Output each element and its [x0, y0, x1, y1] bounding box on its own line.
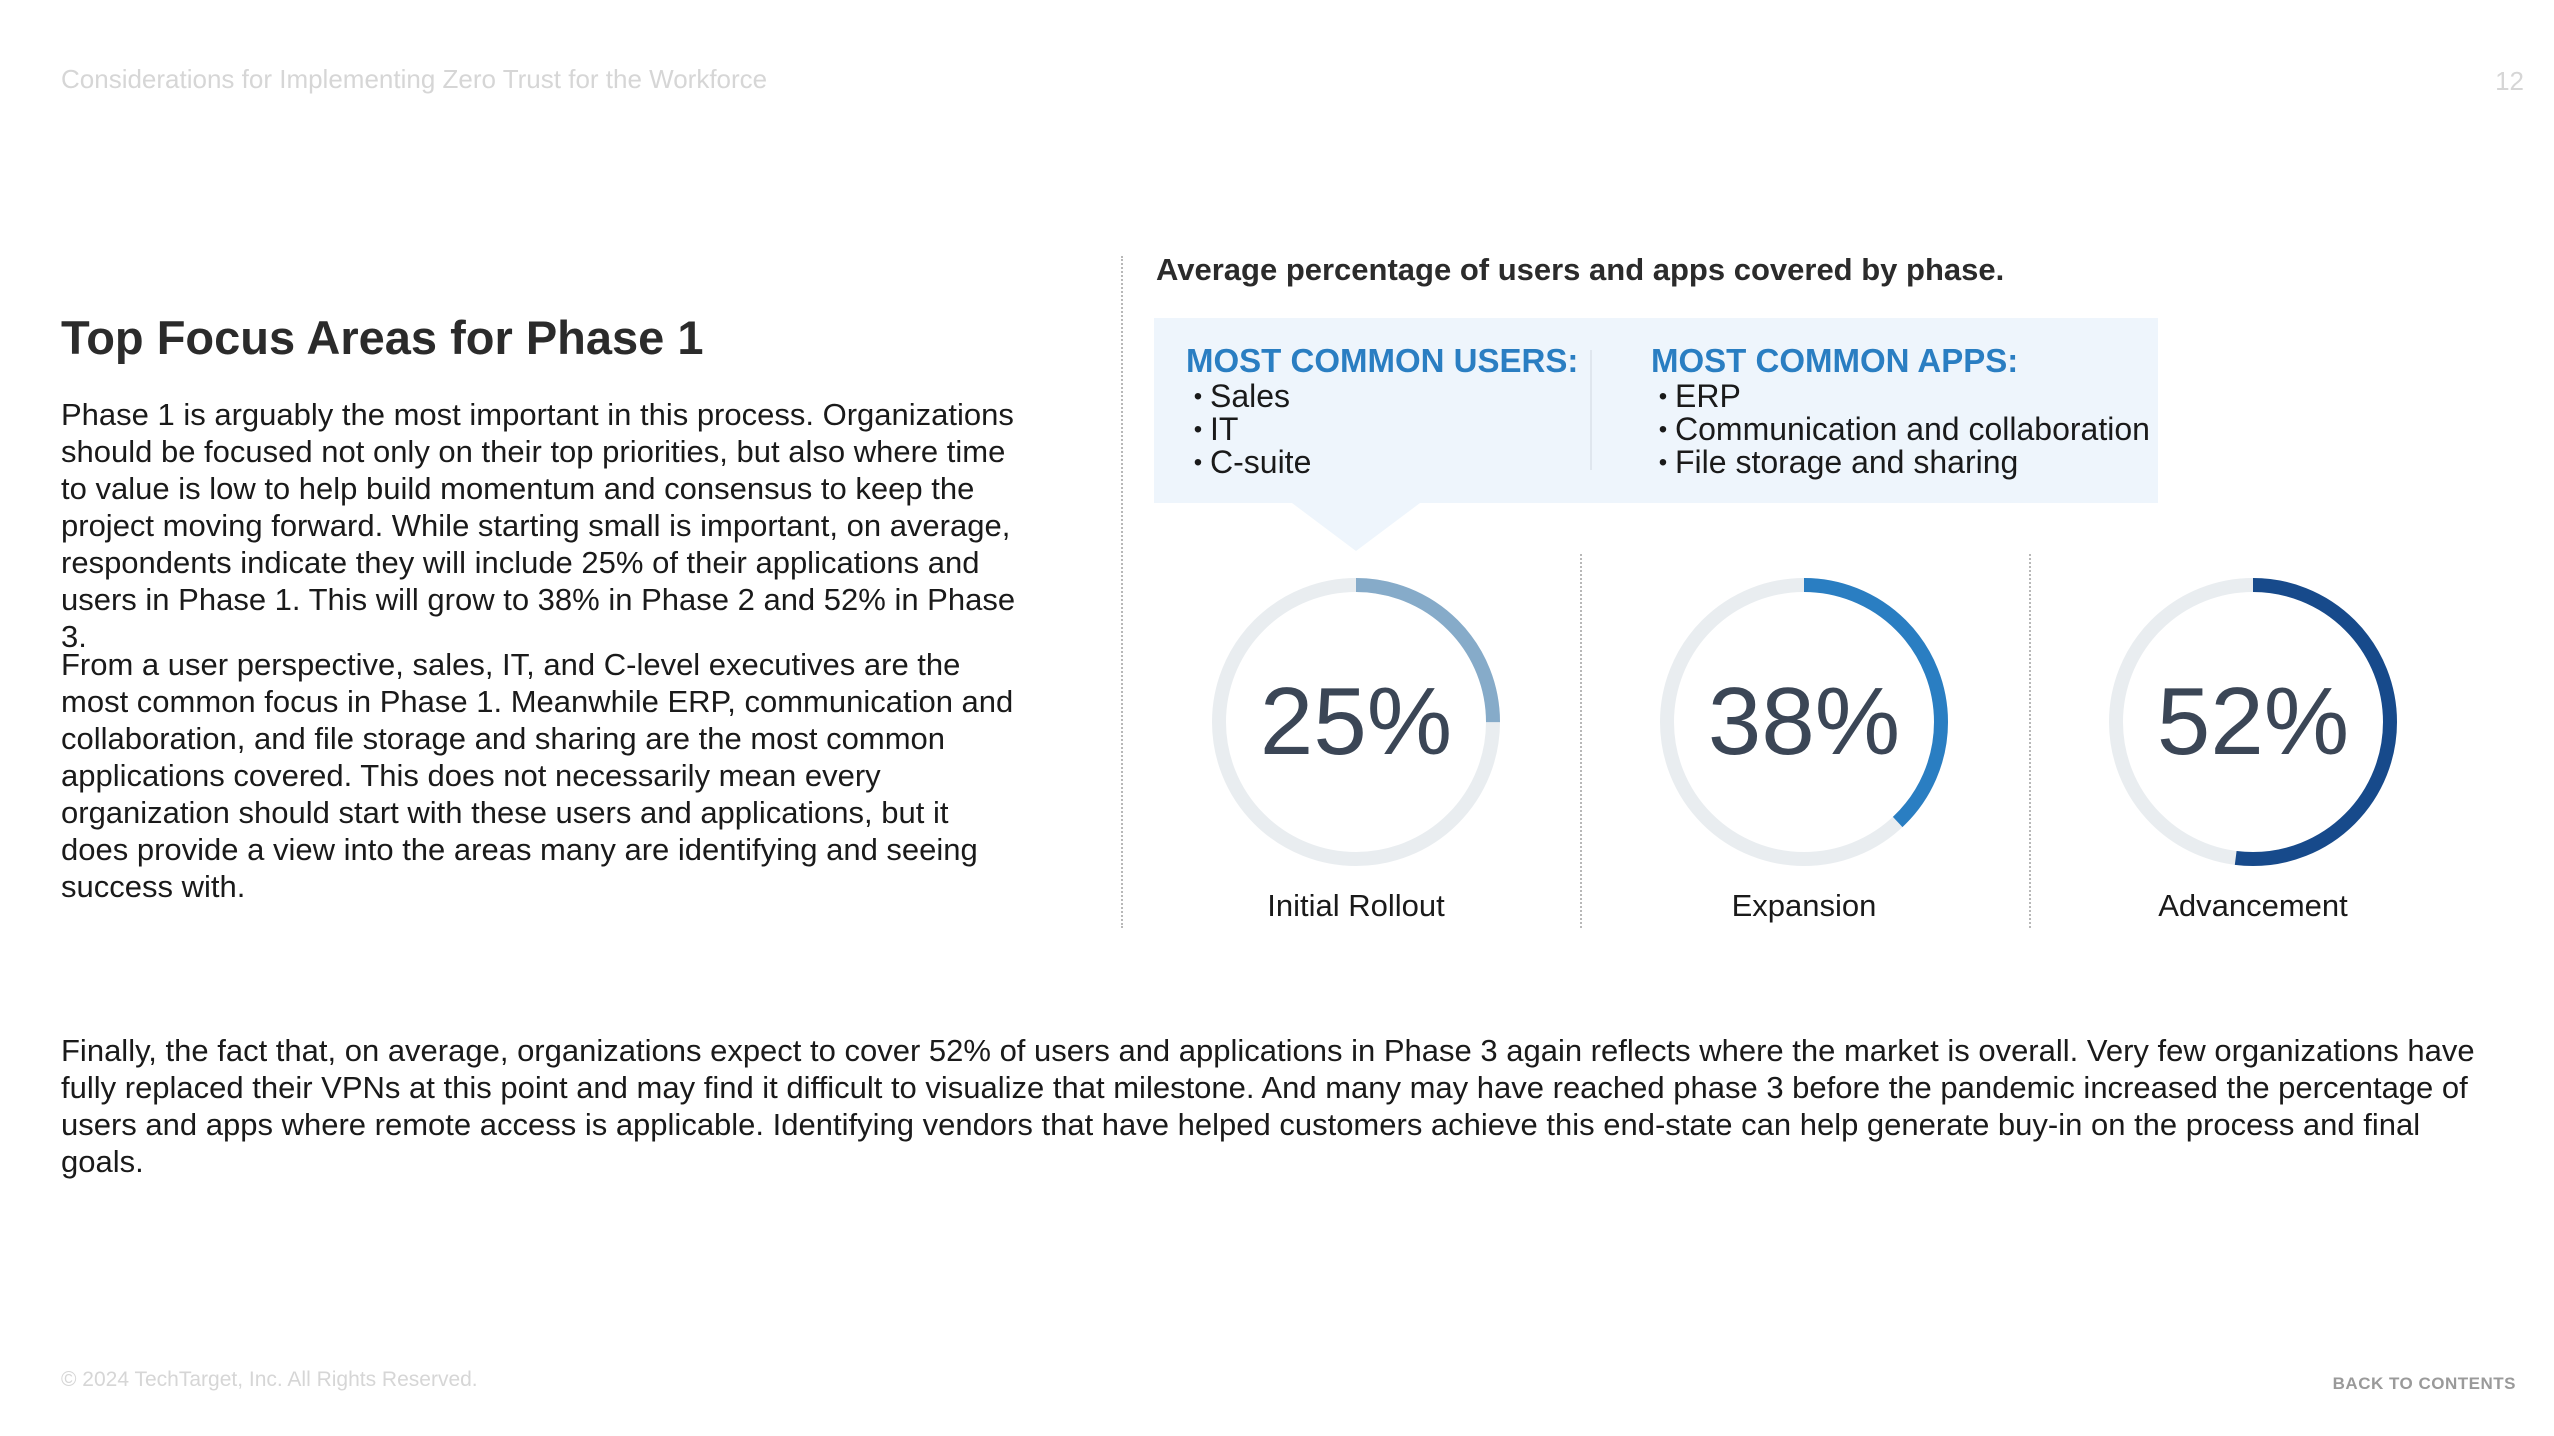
callout-pointer: [1292, 503, 1420, 551]
intro-paragraph: Phase 1 is arguably the most important in this process. Organizations should be focused not only on their top priorities, but also where time to value is low to help build momentum and consensus to keep the project moving forward. While starting small is important, on average, respondents indicate they will include 25% of their applications and users in Phase 1. This will grow to 38% in Phase 2 and 52% in Phase 3.: [61, 397, 1016, 654]
gauge-label: Advancement: [2158, 888, 2348, 923]
figure-caption: Average percentage of users and apps covered by phase.: [1156, 252, 2005, 287]
apps-heading: MOST COMMON APPS:: [1651, 342, 2019, 379]
app-item: File storage and sharing: [1675, 444, 2019, 480]
focus-paragraph: From a user perspective, sales, IT, and C-level executives are the most common focus in Phase 1. Meanwhile ERP, communication and collaboration, and file storage and sharing are the most common applications covered. This does not necessarily mean every organization should start with these users and applications, but it does provide a view into the areas many are identifying and seeing success with.: [61, 647, 1014, 904]
app-item: Communication and collaboration: [1675, 411, 2150, 447]
page-number: 12: [2495, 66, 2524, 96]
users-panel: [1186, 342, 1578, 479]
section-title: Top Focus Areas for Phase 1: [61, 311, 704, 364]
list-item: [1186, 446, 1578, 479]
bullet-icon: •: [1193, 449, 1203, 476]
gauge-label: Expansion: [1731, 888, 1877, 923]
closing-paragraph: Finally, the fact that, on average, organizations expect to cover 52% of users and applications in Phase 3 again reflects where the market is overall. Very few organizations have fully replaced their VPNs at this point and may find it difficult to visualize that milestone. And many may have reached phase 3 before the pandemic increased the percentage of users and apps where remote access is applicable. Identifying vendors that have helped customers achieve this end-state can help generate buy-in on the process and final goals.: [61, 1033, 2475, 1179]
list-item: [1651, 413, 2150, 446]
user-item: IT: [1210, 411, 1239, 447]
gauge-value: 25%: [1259, 668, 1453, 775]
list-item: [1651, 446, 2150, 479]
column-divider: [1121, 256, 1123, 928]
apps-panel: [1651, 342, 2150, 479]
gauge-value: 52%: [2156, 668, 2350, 775]
list-item: [1186, 380, 1578, 413]
list-item: [1186, 413, 1578, 446]
bullet-icon: •: [1658, 416, 1668, 443]
copyright-notice: © 2024 TechTarget, Inc. All Rights Reserved.: [61, 1368, 478, 1391]
app-item: ERP: [1675, 378, 1741, 414]
gauge-initial-rollout: [1206, 572, 1506, 872]
users-list: [1186, 380, 1578, 479]
list-item: [1651, 380, 2150, 413]
running-title: Considerations for Implementing Zero Trust for the Workforce: [61, 64, 768, 94]
user-item: Sales: [1210, 378, 1291, 414]
apps-list: [1651, 380, 2150, 479]
bullet-icon: •: [1193, 383, 1203, 410]
gauge-advancement: [2103, 572, 2403, 872]
bullet-icon: •: [1658, 383, 1668, 410]
bullet-icon: •: [1193, 416, 1203, 443]
gauge-divider: [2029, 554, 2031, 928]
gauge-value: 38%: [1707, 668, 1901, 775]
back-to-contents-link[interactable]: BACK TO CONTENTS: [2332, 1374, 2516, 1393]
gauge-label: Initial Rollout: [1267, 888, 1445, 923]
bullet-icon: •: [1658, 449, 1668, 476]
users-heading: MOST COMMON USERS:: [1186, 342, 1579, 379]
callout-separator: [1590, 350, 1592, 470]
user-item: C-suite: [1210, 444, 1312, 480]
gauge-divider: [1580, 554, 1582, 928]
gauge-expansion: [1654, 572, 1954, 872]
